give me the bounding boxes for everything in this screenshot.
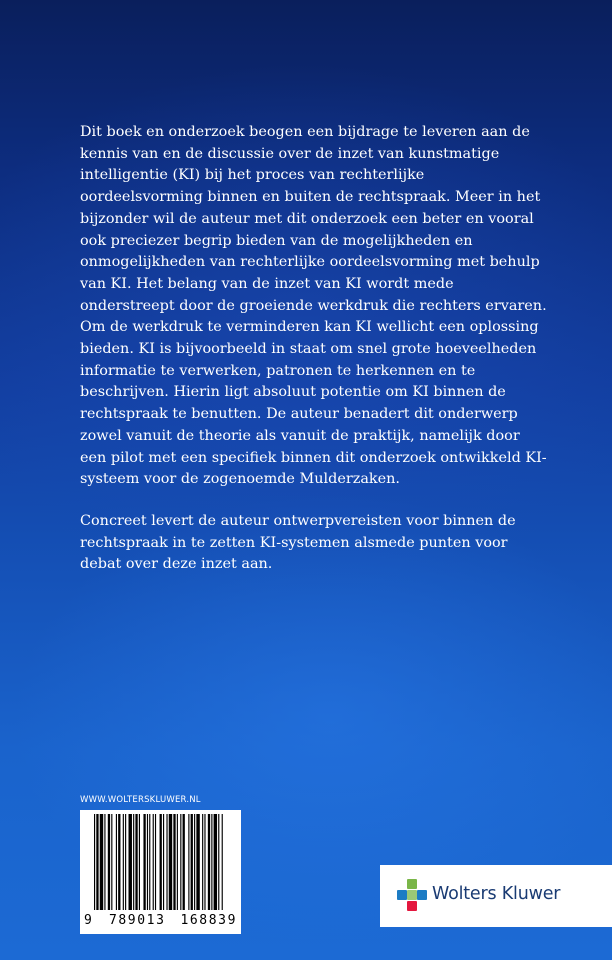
barcode-bar (155, 814, 156, 910)
barcode-bar (163, 814, 164, 910)
blurb-paragraph-2: Concreet levert de auteur ontwerpvereisten voor binnen de rechtspraak in te zetten KI-systemen alsmede punten voor debat over deze inzet aan. (80, 512, 516, 573)
barcode-bar (196, 814, 199, 910)
barcode-bar (208, 814, 210, 910)
barcode-bar (94, 814, 95, 910)
barcode-bar (169, 814, 172, 910)
barcode-bar (204, 814, 205, 910)
isbn-number (84, 913, 237, 928)
barcode-bar (147, 814, 148, 910)
barcode-bar (149, 814, 150, 910)
barcode-bar (96, 814, 98, 910)
barcode-bar (222, 814, 223, 910)
barcode-bar (188, 814, 189, 910)
barcode-bar (135, 814, 137, 910)
barcode-bar (118, 814, 120, 910)
blurb-paragraph-1: Dit boek en onderzoek beogen een bijdrage te leveren aan de kennis van en de discussie over de inzet van kunstmatige intelligentie (KI) bij het proces van rechterlijke oordeelsvorming binnen en buiten de rechtspraak. Meer in het bijzonder wil de auteur met dit onderzoek een beter en vooral ook preciezer begrip bieden van de mogelijkheden en onmogelijkheden van rechterlijke oordeelsvorming met behulp van KI. Het belang van de inzet van KI wordt mede onderstreept door de groeiende werkdruk die rechters ervaren. Om de werkdruk te verminderen kan KI wellicht een oplossing bieden. KI is bijvoorbeeld in staat om snel grote hoeveelheden informatie te verwerken, patronen te herkennen en te beschrijven. Hierin ligt absoluut potentie om KI binnen de rechtspraak te benutten. De auteur benadert dit onderwerp zowel vanuit de theorie als vanuit de praktijk, namelijk door een pilot met een specifiek binnen dit onderzoek ontwikkeld KI-systeem voor de zogenoemde Mulderzaken. (80, 124, 547, 488)
barcode-bar (153, 814, 154, 910)
publisher-logo (380, 865, 612, 927)
isbn-lead-digit: 9 (84, 913, 92, 928)
barcode-bar (129, 814, 132, 910)
barcode-bar (125, 814, 126, 910)
barcode-bar (108, 814, 110, 910)
barcode-bar (214, 814, 217, 910)
barcode-bar (166, 814, 167, 910)
isbn-group-1: 789013 (108, 913, 166, 928)
barcode-bar (139, 814, 140, 910)
barcode-bar (143, 814, 145, 910)
barcode-bar (173, 814, 175, 910)
wolters-kluwer-logo-icon (397, 879, 427, 911)
publisher-name: Wolters Kluwer (432, 884, 561, 904)
isbn-barcode (80, 810, 241, 934)
barcode-bar (191, 814, 193, 910)
back-cover-blurb (80, 122, 550, 596)
barcode-bar (111, 814, 112, 910)
barcode-bar (183, 814, 185, 910)
barcode-bar (160, 814, 162, 910)
barcode-bar (123, 814, 124, 910)
barcode-bar (133, 814, 134, 910)
barcode-bar (202, 814, 203, 910)
isbn-group-2: 168839 (180, 913, 237, 928)
barcode-bar (218, 814, 219, 910)
barcode-bar (180, 814, 181, 910)
barcode-bars (84, 814, 237, 914)
barcode-bar (194, 814, 195, 910)
barcode-bar (116, 814, 117, 910)
publisher-website[interactable]: WWW.WOLTERSKLUWER.NL (80, 795, 201, 805)
barcode-bar (211, 814, 212, 910)
barcode-bar (100, 814, 103, 910)
barcode-bar (104, 814, 105, 910)
barcode-bar (177, 814, 178, 910)
